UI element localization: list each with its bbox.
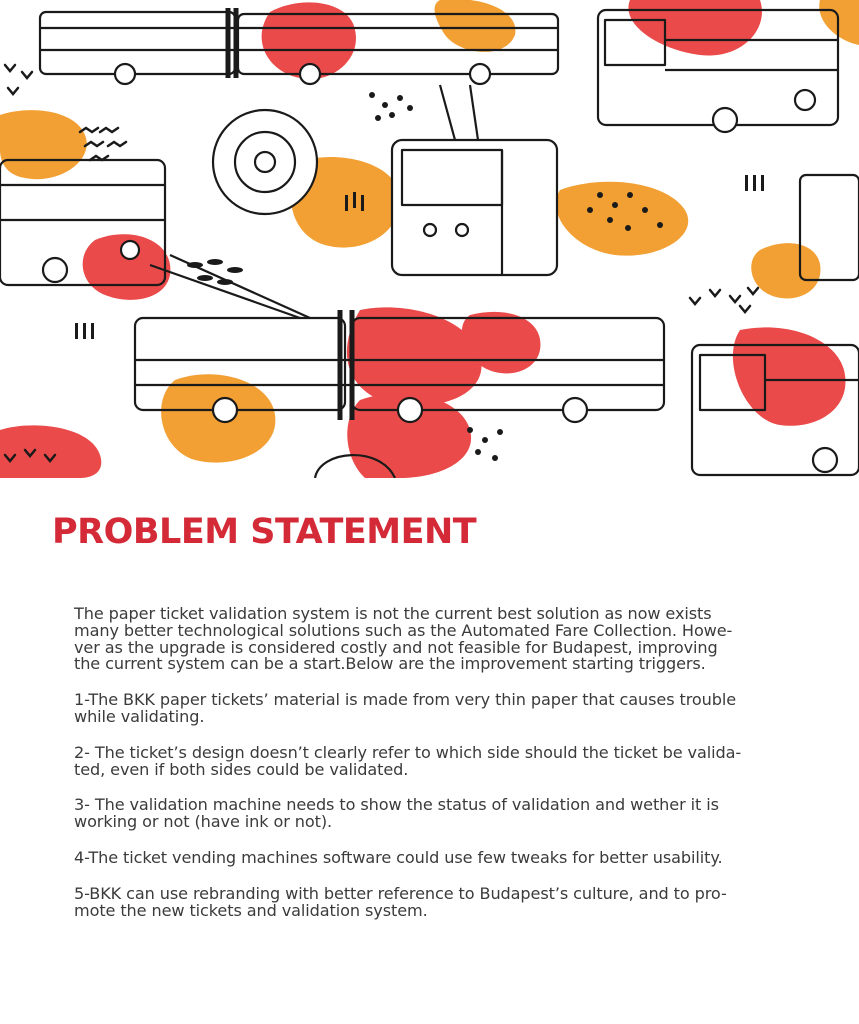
trigger-3-validation-status — [74, 797, 794, 831]
text-line: 1-The BKK paper tickets’ material is made from very thin paper that causes trouble — [74, 690, 737, 710]
problem-statement-body — [74, 606, 794, 938]
text-line: The paper ticket validation system is not the current best solution as now exists — [74, 604, 712, 623]
text-line: ver as the upgrade is considered costly and not feasible for Budapest, improving — [74, 637, 718, 657]
text-line: 4-The ticket vending machines software could use few tweaks for better usability. — [74, 847, 723, 867]
text-line: many better technological solutions such as the Automated Fare Collection. Howe- — [74, 620, 733, 640]
trigger-2-ticket-design — [74, 742, 794, 779]
text-line: the current system can be a start.Below are the improvement starting triggers. — [74, 654, 706, 674]
bus-pattern-illustration — [0, 0, 859, 478]
text-line: 3- The validation machine needs to show the status of validation and wether it is — [74, 795, 719, 815]
text-line: mote the new tickets and validation system. — [74, 900, 428, 920]
text-line: ted, even if both sides could be validated. — [74, 759, 409, 779]
text-line: 2- The ticket’s design doesn’t clearly refer to which side should the ticket be valida- — [74, 742, 742, 762]
text-line: while validating. — [74, 706, 205, 726]
text-line: 5-BKK can use rebranding with better reference to Budapest’s culture, and to pro- — [74, 883, 727, 903]
intro-paragraph — [74, 606, 794, 673]
trigger-4-vending-software — [74, 847, 794, 867]
text-line: working or not (have ink or not). — [74, 812, 333, 832]
trigger-1-paper-material — [74, 692, 794, 726]
page-title: PROBLEM STATEMENT — [52, 512, 477, 552]
header-illustration — [0, 0, 859, 478]
trigger-5-rebranding — [74, 883, 794, 920]
